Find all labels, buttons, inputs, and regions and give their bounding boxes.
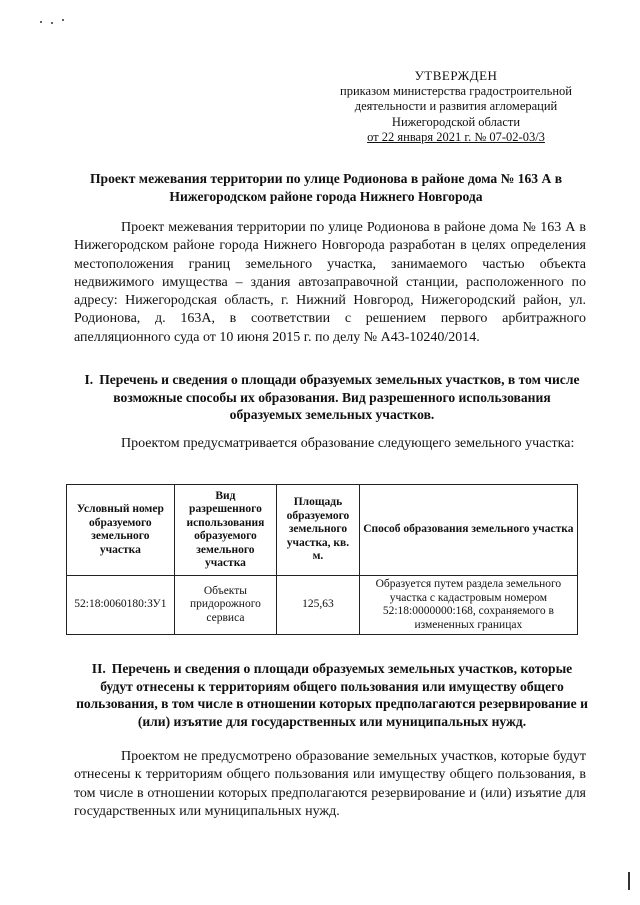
scan-marks xyxy=(40,18,70,26)
approval-line-3: Нижегородской области xyxy=(391,114,521,129)
cell-permitted-use: Объекты придорожного сервиса xyxy=(174,576,276,635)
header-area: Площадь образуемого земельного участка, кв. м. xyxy=(277,485,360,576)
scan-edge-mark xyxy=(628,872,630,890)
section-1-heading xyxy=(76,371,588,424)
approval-line-1: приказом министерства градостроительной xyxy=(340,83,572,98)
approval-stamp xyxy=(326,68,586,146)
document-title: Проект межевания территории по улице Родионова в районе дома № 163 А в Нижегородском районе города Нижнего Новгорода xyxy=(89,171,563,204)
section-1-number: I. xyxy=(84,372,94,387)
approval-line-2: деятельности и развития агломераций xyxy=(354,99,558,113)
header-permitted-use: Вид разрешенного использования образуемого земельного участка xyxy=(174,485,276,576)
table-row xyxy=(67,576,578,635)
section-2-number: II. xyxy=(91,661,106,676)
approval-date-number: от 22 января 2021 г. № 07-02-03/3 xyxy=(367,130,545,144)
section-2-heading-text: Перечень и сведения о площади образуемых земельных участков, которые будут отнесены к территориям общего пользования или имуществу общего пользования, в том числе в отношении которых предполагаются резервирование и (или) изъятие для государственных или муниципальных нужд. xyxy=(76,661,588,729)
header-plot-number: Условный номер образуемого земельного участка xyxy=(67,485,175,576)
cell-formation-method: Образуется путем раздела земельного участка с кадастровым номером 52:18:0000000:168, сохраняемого в измененных границах xyxy=(359,576,577,635)
section-2-paragraph: Проектом не предусмотрено образование земельных участков, которые будут отнесены к территориям общего пользования или имуществу общего пользования, в том числе в отношении которых предполагаются резервирование и (или) изъятие для государственных или муниципальных нужд. xyxy=(74,749,586,819)
header-formation-method: Способ образования земельного участка xyxy=(359,485,577,576)
cell-area: 125,63 xyxy=(277,576,360,635)
cell-plot-number: 52:18:0060180:ЗУ1 xyxy=(67,576,175,635)
land-plot-table xyxy=(66,484,578,635)
approval-title: УТВЕРЖДЕН xyxy=(414,68,498,83)
section-2-heading xyxy=(76,660,588,730)
intro-paragraph: Проект межевания территории по улице Родионова в районе дома № 163 А в Нижегородском районе города Нижнего Новгорода разработан в целях определения местоположения границ земельного участка, занимаемого частью объекта недвижимого имущества – здания автозаправочной станции, расположенного по адресу: Нижегородская область, г. Нижний Новгород, Нижегородский район, ул. Родионова, д. 163А, в соответствии с решением первого арбитражного апелляционного суда от 10 июня 2015 г. по делу № А43-10240/2014. xyxy=(74,220,586,345)
section-1-heading-text: Перечень и сведения о площади образуемых земельных участков, в том числе возможные способы их образования. Вид разрешенного использования образуемых земельных участков. xyxy=(99,372,580,422)
section-1-paragraph: Проектом предусматривается образование следующего земельного участка: xyxy=(121,436,575,451)
table-header-row xyxy=(67,485,578,576)
